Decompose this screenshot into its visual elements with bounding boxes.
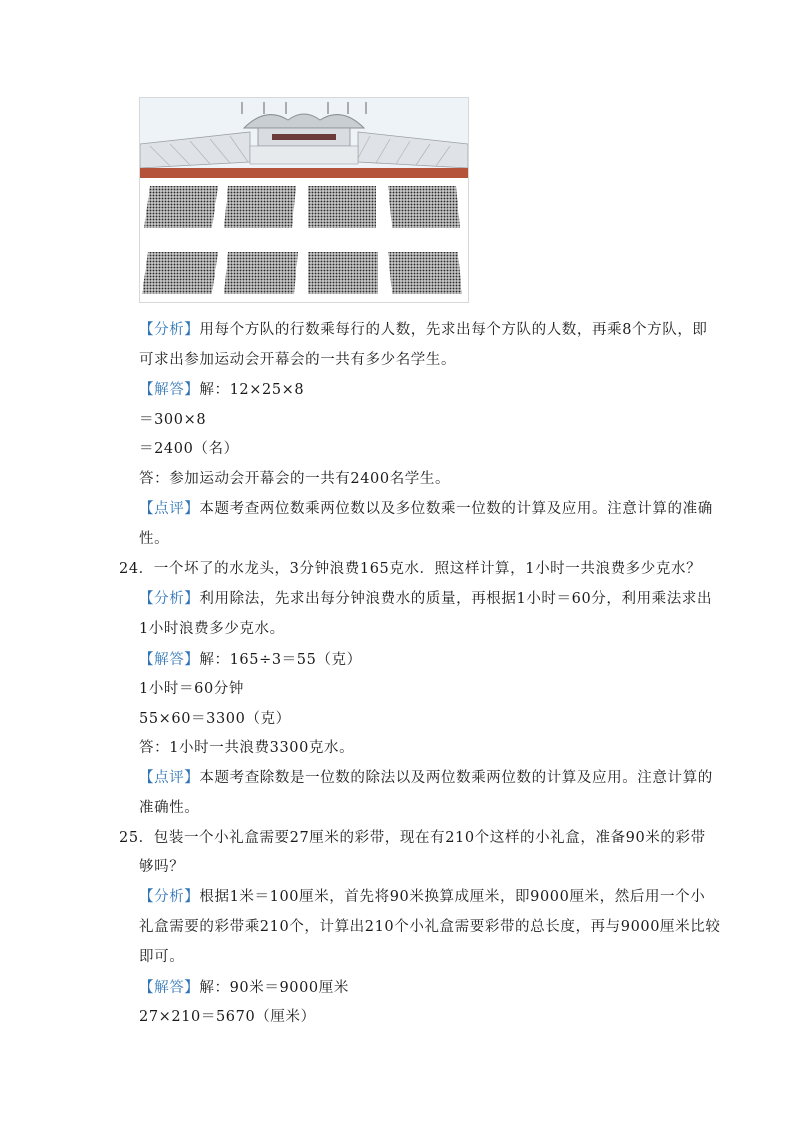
q25-analysis-text: 根据1米＝100厘米，首先将90米换算成厘米，即9000厘米，然后用一个小 bbox=[199, 889, 706, 905]
q25-answer-text: 解：90米＝9000厘米 bbox=[199, 980, 349, 996]
q24-review-line bbox=[139, 766, 713, 787]
formation-block bbox=[308, 252, 378, 294]
formation-block bbox=[144, 186, 218, 228]
answer-tag: 【解答】 bbox=[139, 382, 200, 398]
formation-block bbox=[388, 186, 460, 228]
q24-analysis-line bbox=[139, 587, 712, 608]
q23-analysis-line-2: 可求出参加运动会开幕会的一共有多少名学生。 bbox=[139, 352, 457, 368]
q23-answer-step-3: ＝2400（名） bbox=[139, 441, 239, 457]
q25-analysis-line-3: 即可。 bbox=[139, 949, 185, 965]
analysis-tag: 【分析】 bbox=[139, 591, 200, 607]
q24-answer-line bbox=[139, 648, 362, 669]
q25-question: 25．包装一个小礼盒需要27厘米的彩带，现在有210个这样的小礼盒，准备90米的彩带 bbox=[119, 830, 706, 846]
q25-answer-step-2: 27×210＝5670（厘米） bbox=[139, 1009, 316, 1025]
q24-review-text: 本题考查除数是一位数的除法以及两位数乘两位数的计算及应用。注意计算的 bbox=[199, 770, 713, 786]
formation-block bbox=[388, 252, 462, 294]
analysis-tag: 【分析】 bbox=[139, 322, 200, 338]
q24-question: 24．一个坏了的水龙头，3分钟浪费165克水．照这样计算，1小时一共浪费多少克水？ bbox=[119, 561, 702, 577]
answer-tag: 【解答】 bbox=[139, 652, 200, 668]
formation-block bbox=[142, 252, 218, 294]
q23-answer-line bbox=[139, 378, 304, 399]
q25-analysis-line bbox=[139, 885, 705, 906]
q24-analysis-line-2: 1小时浪费多少克水。 bbox=[139, 621, 285, 637]
formation-blocks bbox=[140, 182, 468, 302]
formation-block bbox=[224, 252, 298, 294]
q24-analysis-text: 利用除法，先求出每分钟浪费水的质量，再根据1小时＝60分，利用乘法求出 bbox=[199, 591, 713, 607]
stadium-illustration bbox=[139, 97, 469, 303]
q23-answer-text: 解：12×25×8 bbox=[199, 382, 305, 398]
review-tag: 【点评】 bbox=[139, 770, 200, 786]
q23-answer-step-2: ＝300×8 bbox=[139, 412, 207, 428]
q23-review-line bbox=[139, 497, 713, 518]
answer-tag: 【解答】 bbox=[139, 980, 200, 996]
stadium-icon bbox=[140, 98, 468, 178]
q23-review-line-2: 性。 bbox=[139, 531, 170, 547]
review-tag: 【点评】 bbox=[139, 501, 200, 517]
q23-review-text: 本题考查两位数乘两位数以及多位数乘一位数的计算及应用。注意计算的准确 bbox=[199, 501, 713, 517]
formation-block bbox=[224, 186, 296, 228]
q23-final-answer: 答：参加运动会开幕会的一共有2400名学生。 bbox=[139, 471, 451, 487]
q24-review-line-2: 准确性。 bbox=[139, 800, 200, 816]
q25-answer-line bbox=[139, 976, 349, 997]
analysis-tag: 【分析】 bbox=[139, 889, 200, 905]
formation-block bbox=[308, 186, 376, 228]
q24-final-answer: 答：1小时一共浪费3300克水。 bbox=[139, 740, 355, 756]
q23-analysis-text: 用每个方队的行数乘每行的人数，先求出每个方队的人数，再乘8个方队，即 bbox=[199, 322, 708, 338]
q24-answer-step-3: 55×60＝3300（克） bbox=[139, 711, 291, 727]
q23-analysis-line bbox=[139, 318, 708, 339]
q24-answer-step-2: 1小时＝60分钟 bbox=[139, 681, 244, 697]
q24-answer-text: 解：165÷3＝55（克） bbox=[199, 652, 362, 668]
q25-analysis-line-2: 礼盒需要的彩带乘210个，计算出210个小礼盒需要彩带的总长度，再与9000厘米比较 bbox=[139, 919, 721, 935]
q25-question-line-2: 够吗？ bbox=[139, 859, 185, 875]
